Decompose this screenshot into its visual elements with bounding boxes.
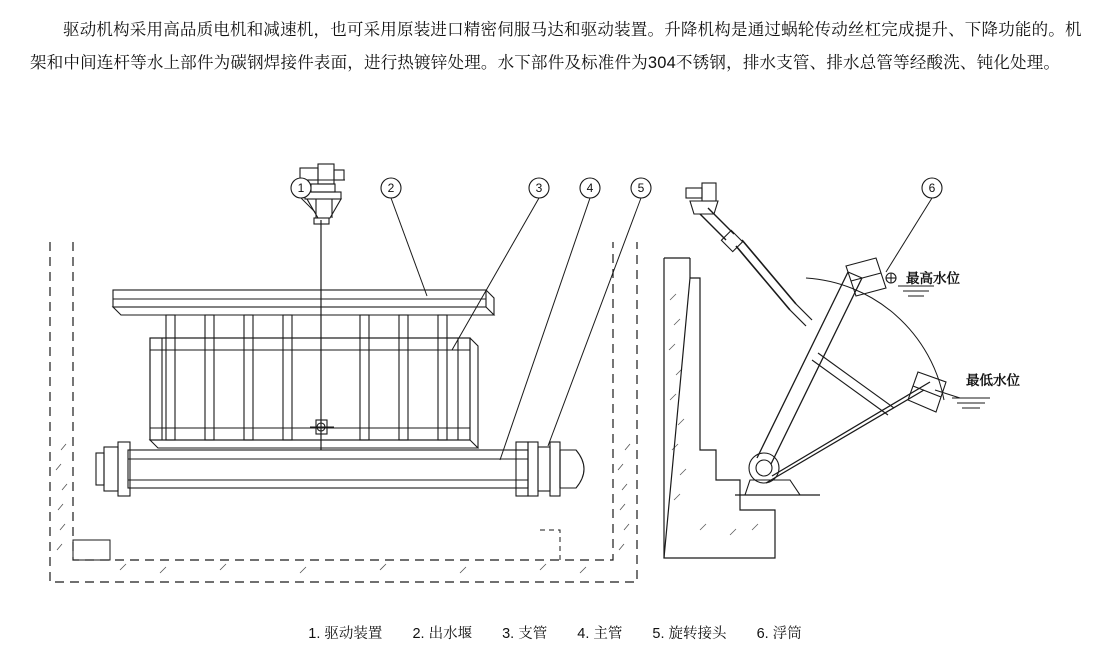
- right-decanter-arm: [664, 183, 990, 558]
- body-paragraph: 驱动机构采用高品质电机和减速机，也可采用原装进口精密伺服马达和驱动装置。升降机构是通过蜗轮传动丝杠完成提升、下降功能的。机架和中间连杆等水上部件为碳钢焊接件表面，进行热镀锌处理。水下部件及标准件为304不锈钢，排水支管、排水总管等经酸洗、钝化处理。: [30, 21, 1082, 72]
- callout-5-label: 5: [637, 181, 645, 195]
- left-tank-section: [50, 164, 637, 582]
- callout-1-label: 1: [297, 181, 305, 195]
- legend-item-5: 5. 旋转接头: [652, 626, 727, 642]
- callout-6-label: 6: [928, 181, 936, 195]
- technical-diagram: [0, 150, 1110, 610]
- figure-legend: [0, 622, 1110, 643]
- lifting-screw: [310, 220, 334, 450]
- branch-pipes: [166, 315, 447, 440]
- legend-item-2: 2. 出水堰: [412, 626, 473, 642]
- decanter-arm: [757, 272, 930, 483]
- legend-item-1: 1. 驱动装置: [308, 626, 383, 642]
- float-high: [846, 258, 896, 296]
- callout-2-label: 2: [387, 181, 395, 195]
- callout-3-label: 3: [535, 181, 543, 195]
- weir-plate: [113, 290, 494, 315]
- high-water-level-symbol: [898, 286, 934, 296]
- low-water-level-symbol: [935, 390, 990, 408]
- high-water-label: 最高水位: [906, 271, 960, 286]
- support-frame: [150, 338, 478, 448]
- legend-item-3: 3. 支管: [502, 626, 548, 642]
- legend-item-6: 6. 浮筒: [756, 626, 802, 642]
- legend-item-4: 4. 主管: [577, 626, 623, 642]
- main-pipe: [96, 442, 584, 496]
- callout-4-label: 4: [586, 181, 594, 195]
- low-water-label: 最低水位: [966, 373, 1020, 388]
- arm-drive-unit: [686, 183, 812, 326]
